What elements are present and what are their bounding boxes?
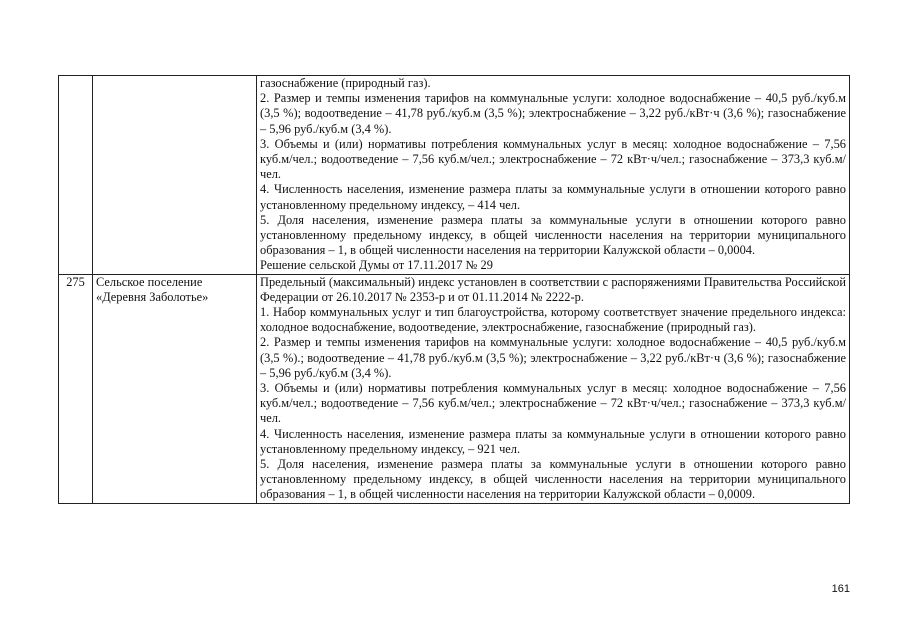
page-number: 161 <box>831 583 850 595</box>
row-number-cell <box>59 76 93 275</box>
paragraph: Предельный (максимальный) индекс установлен в соответствии с распоряжениями Правительства Российской Федерации от 26.10.2017 № 2353-р и от 01.11.2014 № 2222-р. <box>260 274 846 304</box>
description-cell <box>257 274 850 503</box>
decision-reference: Решение сельской Думы от 17.11.2017 № 29 <box>260 258 493 273</box>
table-row-275 <box>59 274 850 503</box>
paragraph: 4. Численность населения, изменение размера платы за коммунальные услуги в отношении которого равно установленному предельному индексу, – 921 чел. <box>260 426 846 456</box>
paragraph: 5. Доля населения, изменение размера платы за коммунальные услуги в отношении которого равно установленному предельному индексу, в общей численности населения на территории муниципального образования – 1, в общей численности населения на территории Калужской области – 0,0004. <box>260 212 846 258</box>
paragraph: 2. Размер и темпы изменения тарифов на коммунальные услуги: холодное водоснабжение – 40,5 руб./куб.м (3,5 %); водоотведение – 41,78 руб./куб.м (3,5 %); электроснабжение – 3,22 руб./кВт·ч (3,6 %); газоснабжение – 5,96 руб./куб.м (3,4 %). <box>260 91 846 136</box>
table-row-continuation <box>59 76 850 275</box>
tariff-table <box>58 75 850 504</box>
settlement-name-line: Сельское поселение <box>96 274 203 289</box>
settlement-name-line: «Деревня Заболотье» <box>96 289 209 304</box>
paragraph: 3. Объемы и (или) нормативы потребления коммунальных услуг в месяц: холодное водоснабжение – 7,56 куб.м/чел.; водоотведение – 7,56 куб.м/чел.; электроснабжение – 72 кВт·ч/чел.; газоснабжение – 373,3 куб.м/чел. <box>260 136 846 182</box>
settlement-name-cell <box>93 274 257 503</box>
paragraph: 5. Доля населения, изменение размера платы за коммунальные услуги в отношении которого равно установленному предельному индексу, в общей численности населения на территории муниципального образования – 1, в общей численности населения на территории Калужской области – 0,0009. <box>260 457 846 502</box>
paragraph: газоснабжение (природный газ). <box>260 76 431 90</box>
paragraph: 1. Набор коммунальных услуг и тип благоустройства, которому соответствует значение предельного индекса: холодное водоснабжение, водоотведение, электроснабжение, газоснабжение (природный газ). <box>260 305 846 335</box>
settlement-name-cell <box>93 76 257 275</box>
row-number-cell: 275 <box>59 274 93 503</box>
paragraph: 3. Объемы и (или) нормативы потребления коммунальных услуг в месяц: холодное водоснабжение – 7,56 куб.м/чел.; водоотведение – 7,56 куб.м/чел.; электроснабжение – 72 кВт·ч/чел.; газоснабжение – 373,3 куб.м/чел. <box>260 381 846 426</box>
paragraph: 2. Размер и темпы изменения тарифов на коммунальные услуги: холодное водоснабжение – 40,5 руб./куб.м (3,5 %).; водоотведение – 41,78 руб./куб.м (3,5 %); электроснабжение – 3,22 руб./кВт·ч (3,6 %); газоснабжение – 5,96 руб./куб.м (3,4 %). <box>260 335 846 380</box>
paragraph: 4. Численность населения, изменение размера платы за коммунальные услуги в отношении которого равно установленному предельному индексу, – 414 чел. <box>260 182 846 212</box>
description-cell <box>257 76 850 275</box>
